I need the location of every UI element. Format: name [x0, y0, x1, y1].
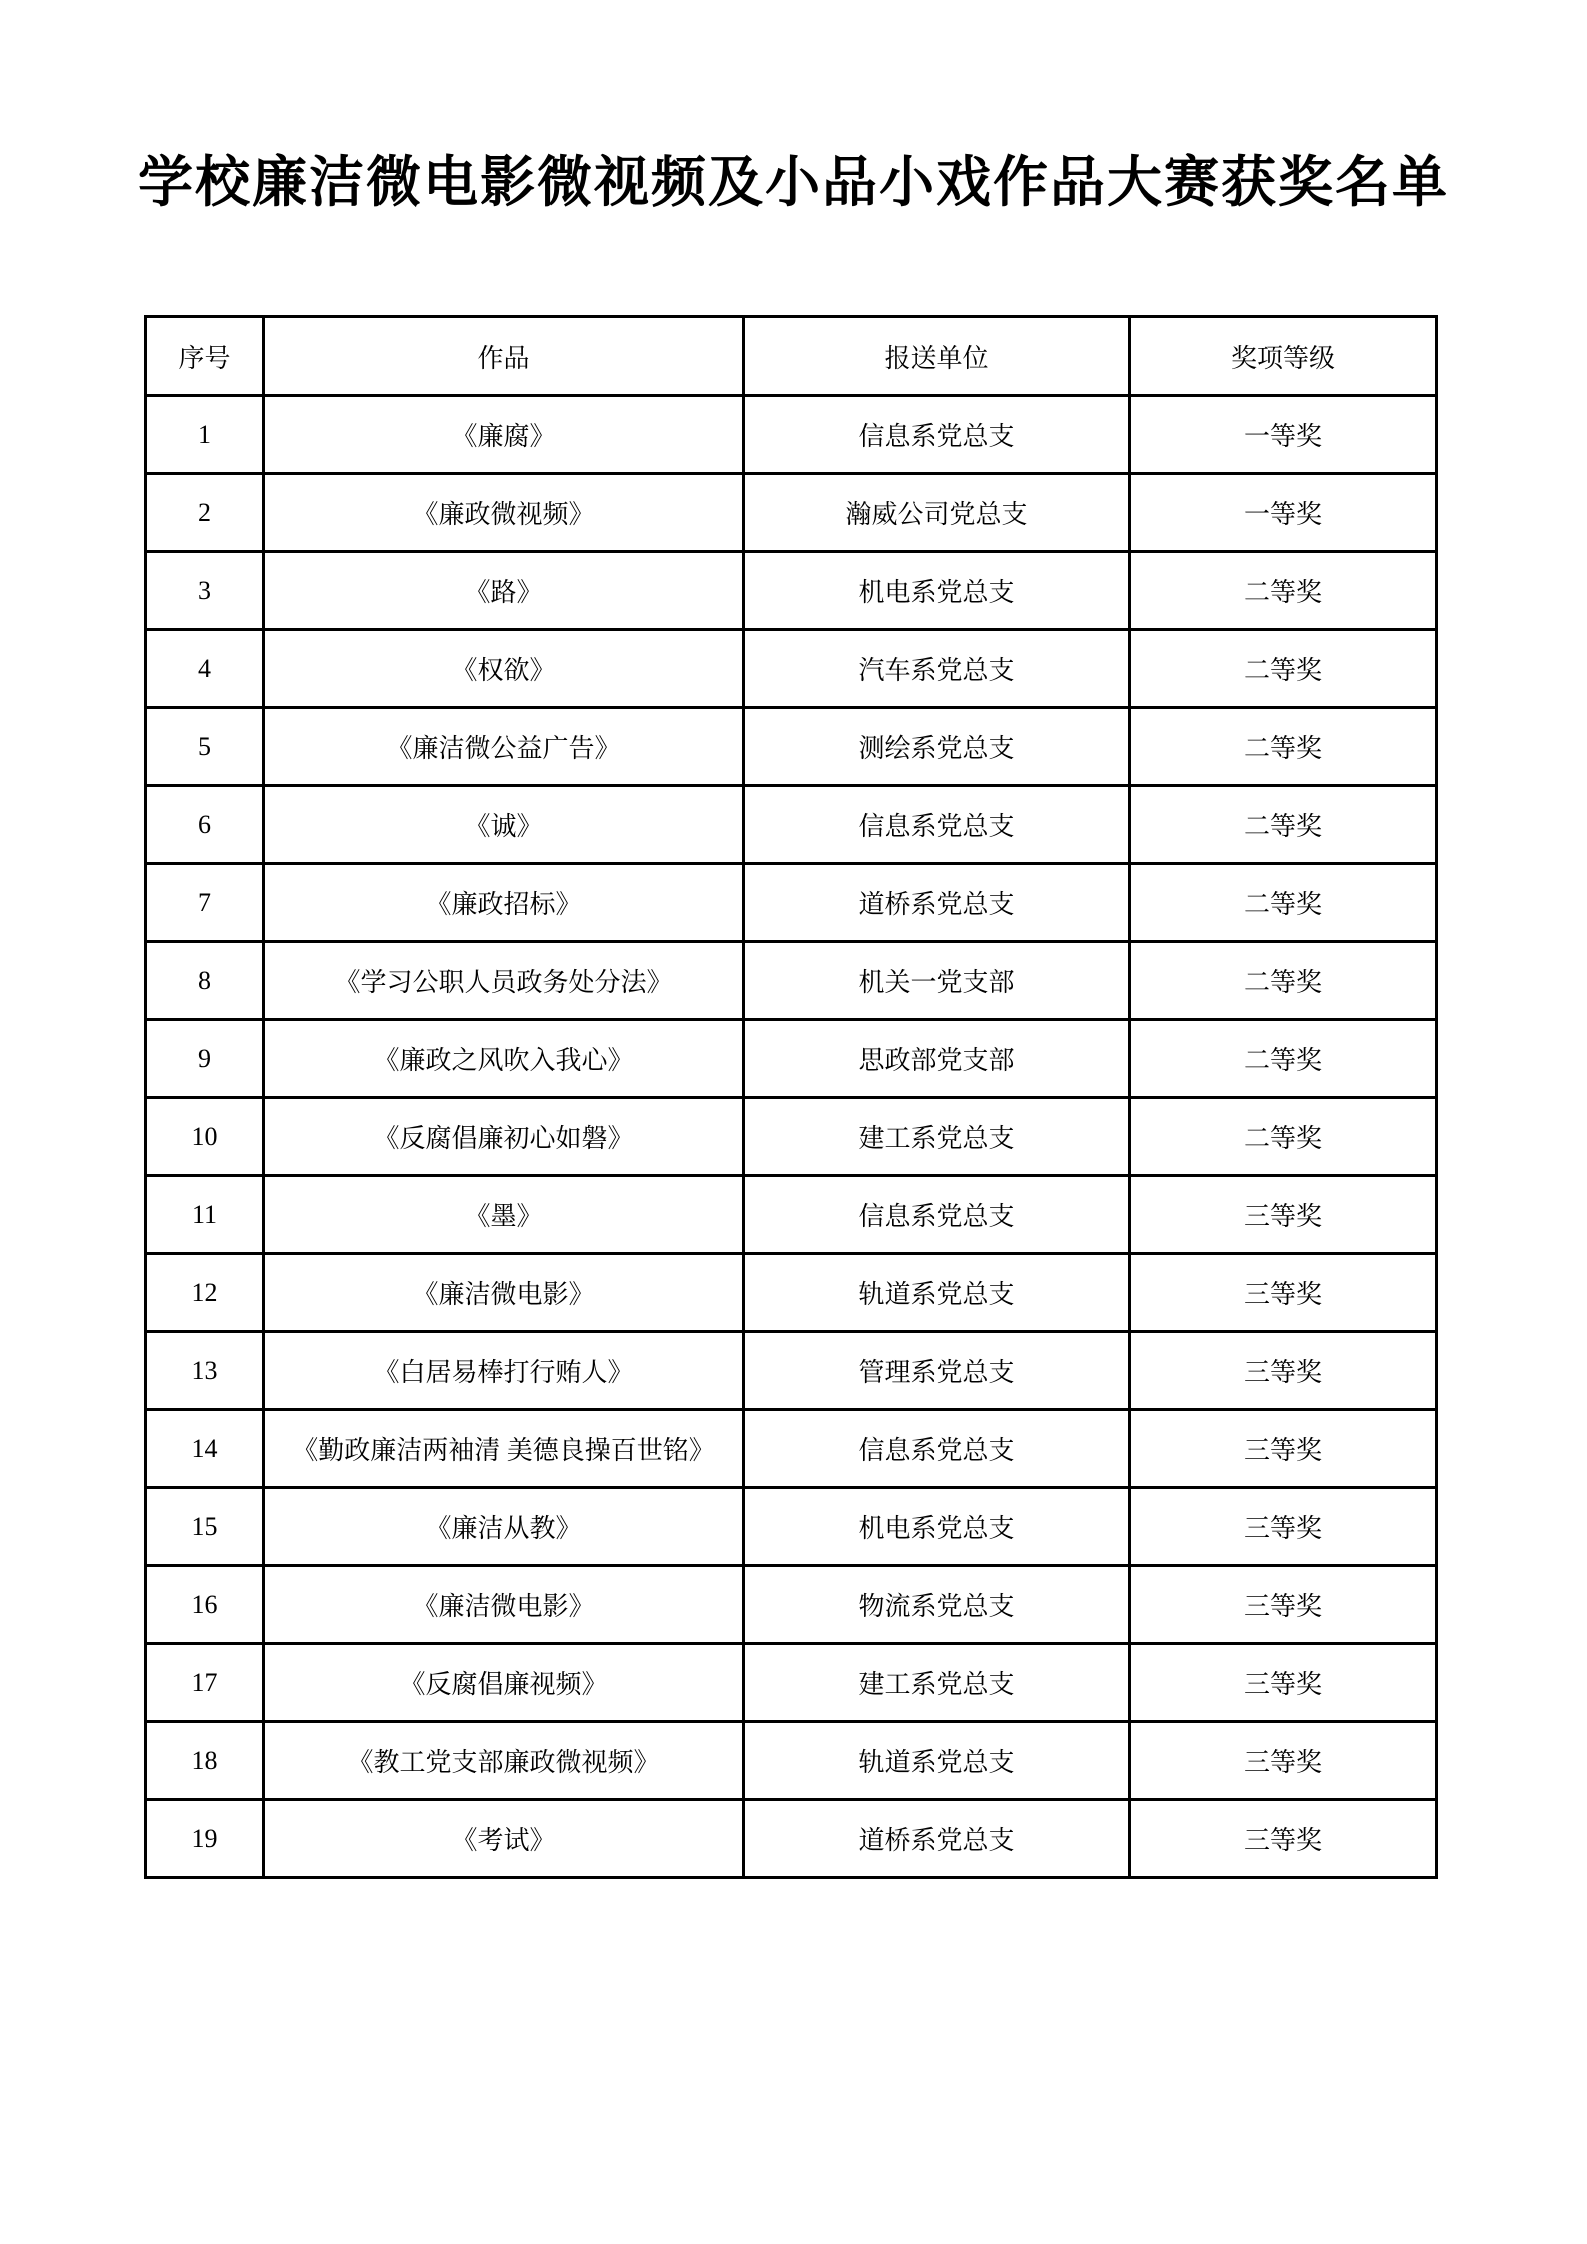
award-cell: 一等奖	[1130, 396, 1437, 474]
unit-cell: 建工系党总支	[744, 1098, 1130, 1176]
unit-cell: 思政部党支部	[744, 1020, 1130, 1098]
unit-cell: 机电系党总支	[744, 1488, 1130, 1566]
row-number-cell: 2	[146, 474, 264, 552]
row-number-cell: 5	[146, 708, 264, 786]
award-cell: 二等奖	[1130, 864, 1437, 942]
table-body	[146, 396, 1437, 1878]
row-number-cell: 13	[146, 1332, 264, 1410]
work-cell: 《廉政微视频》	[264, 474, 744, 552]
table-row	[146, 708, 1437, 786]
work-cell: 《廉洁微电影》	[264, 1566, 744, 1644]
unit-cell: 测绘系党总支	[744, 708, 1130, 786]
unit-cell: 轨道系党总支	[744, 1722, 1130, 1800]
work-cell: 《诚》	[264, 786, 744, 864]
column-header-award: 奖项等级	[1130, 317, 1437, 396]
award-cell: 二等奖	[1130, 552, 1437, 630]
table-row	[146, 1644, 1437, 1722]
work-cell: 《反腐倡廉初心如磐》	[264, 1098, 744, 1176]
table-row	[146, 474, 1437, 552]
unit-cell: 道桥系党总支	[744, 864, 1130, 942]
work-cell: 《廉洁微电影》	[264, 1254, 744, 1332]
award-cell: 二等奖	[1130, 1098, 1437, 1176]
award-cell: 二等奖	[1130, 942, 1437, 1020]
row-number-cell: 16	[146, 1566, 264, 1644]
award-cell: 三等奖	[1130, 1644, 1437, 1722]
page-title: 学校廉洁微电影微视频及小品小戏作品大赛获奖名单	[137, 152, 1449, 213]
award-cell: 三等奖	[1130, 1410, 1437, 1488]
table-row	[146, 1020, 1437, 1098]
row-number-cell: 3	[146, 552, 264, 630]
award-cell: 三等奖	[1130, 1800, 1437, 1878]
table-row	[146, 1410, 1437, 1488]
table-row	[146, 1488, 1437, 1566]
row-number-cell: 15	[146, 1488, 264, 1566]
work-cell: 《墨》	[264, 1176, 744, 1254]
unit-cell: 机关一党支部	[744, 942, 1130, 1020]
table-row	[146, 1722, 1437, 1800]
unit-cell: 机电系党总支	[744, 552, 1130, 630]
table-row	[146, 942, 1437, 1020]
row-number-cell: 11	[146, 1176, 264, 1254]
unit-cell: 信息系党总支	[744, 1410, 1130, 1488]
award-cell: 三等奖	[1130, 1566, 1437, 1644]
work-cell: 《白居易棒打行贿人》	[264, 1332, 744, 1410]
row-number-cell: 14	[146, 1410, 264, 1488]
work-cell: 《考试》	[264, 1800, 744, 1878]
award-cell: 三等奖	[1130, 1176, 1437, 1254]
award-cell: 三等奖	[1130, 1332, 1437, 1410]
work-cell: 《学习公职人员政务处分法》	[264, 942, 744, 1020]
header-row	[146, 317, 1437, 396]
table-header	[146, 317, 1437, 396]
work-cell: 《路》	[264, 552, 744, 630]
row-number-cell: 18	[146, 1722, 264, 1800]
unit-cell: 建工系党总支	[744, 1644, 1130, 1722]
row-number-cell: 12	[146, 1254, 264, 1332]
award-cell: 三等奖	[1130, 1488, 1437, 1566]
unit-cell: 管理系党总支	[744, 1332, 1130, 1410]
work-cell: 《教工党支部廉政微视频》	[264, 1722, 744, 1800]
table-row	[146, 1176, 1437, 1254]
work-cell: 《廉政之风吹入我心》	[264, 1020, 744, 1098]
work-cell: 《廉洁从教》	[264, 1488, 744, 1566]
row-number-cell: 19	[146, 1800, 264, 1878]
work-cell: 《勤政廉洁两袖清 美德良操百世铭》	[264, 1410, 744, 1488]
table-row	[146, 1332, 1437, 1410]
table-row	[146, 786, 1437, 864]
row-number-cell: 17	[146, 1644, 264, 1722]
awards-table	[144, 315, 1438, 1879]
column-header-work: 作品	[264, 317, 744, 396]
column-header-unit: 报送单位	[744, 317, 1130, 396]
table-row	[146, 1800, 1437, 1878]
unit-cell: 道桥系党总支	[744, 1800, 1130, 1878]
row-number-cell: 10	[146, 1098, 264, 1176]
unit-cell: 轨道系党总支	[744, 1254, 1130, 1332]
unit-cell: 信息系党总支	[744, 1176, 1130, 1254]
table-row	[146, 1254, 1437, 1332]
award-cell: 一等奖	[1130, 474, 1437, 552]
unit-cell: 汽车系党总支	[744, 630, 1130, 708]
work-cell: 《权欲》	[264, 630, 744, 708]
work-cell: 《廉政招标》	[264, 864, 744, 942]
work-cell: 《廉洁微公益广告》	[264, 708, 744, 786]
award-cell: 二等奖	[1130, 1020, 1437, 1098]
work-cell: 《反腐倡廉视频》	[264, 1644, 744, 1722]
column-header-no: 序号	[146, 317, 264, 396]
table-row	[146, 396, 1437, 474]
award-cell: 二等奖	[1130, 786, 1437, 864]
unit-cell: 物流系党总支	[744, 1566, 1130, 1644]
award-cell: 二等奖	[1130, 708, 1437, 786]
row-number-cell: 8	[146, 942, 264, 1020]
table-row	[146, 1566, 1437, 1644]
row-number-cell: 6	[146, 786, 264, 864]
row-number-cell: 1	[146, 396, 264, 474]
award-cell: 三等奖	[1130, 1254, 1437, 1332]
table-row	[146, 552, 1437, 630]
row-number-cell: 9	[146, 1020, 264, 1098]
unit-cell: 信息系党总支	[744, 786, 1130, 864]
award-cell: 二等奖	[1130, 630, 1437, 708]
table-row	[146, 864, 1437, 942]
unit-cell: 瀚威公司党总支	[744, 474, 1130, 552]
table-row	[146, 1098, 1437, 1176]
unit-cell: 信息系党总支	[744, 396, 1130, 474]
row-number-cell: 7	[146, 864, 264, 942]
work-cell: 《廉腐》	[264, 396, 744, 474]
row-number-cell: 4	[146, 630, 264, 708]
award-cell: 三等奖	[1130, 1722, 1437, 1800]
table-row	[146, 630, 1437, 708]
